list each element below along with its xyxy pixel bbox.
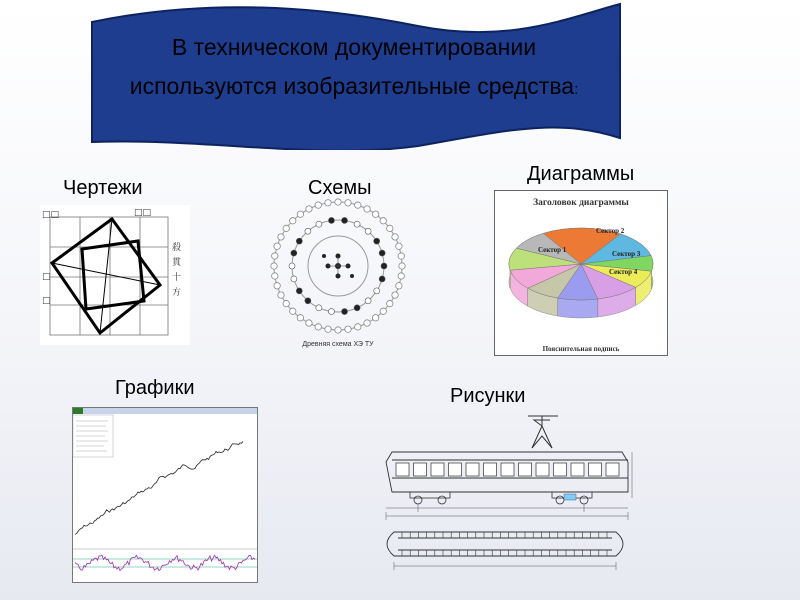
banner-line-1: В техническом документировании [171,34,537,60]
scheme-dot [291,250,297,256]
label-pictures: Рисунки [450,385,526,407]
scheme-dot-outer [364,320,370,326]
tram-window [449,463,462,476]
svg-text:貫: 貫 [172,258,182,268]
pie-label-sector-4: Сектор 4 [609,268,638,276]
scheme-dot [328,309,334,315]
scheme-dot [342,309,348,315]
scheme-dot [305,228,311,234]
svg-text:十: 十 [172,273,182,283]
scheme-dot-outer [372,315,378,321]
scheme-dot-outer [297,315,303,321]
scheme-dot-outer [325,200,331,206]
scheme-dot-outer [398,253,404,259]
scheme-image [258,196,418,352]
scheme-dot-outer [315,324,321,330]
scheme-dot [291,276,297,282]
scheme-dot-outer [396,243,402,249]
pie-title: Заголовок диаграммы [533,198,629,208]
scheme-dot [374,288,380,294]
scheme-dot-outer [278,234,284,240]
scheme-dot-outer [335,199,341,205]
tram-window [501,463,514,476]
scheme-dot [354,305,360,311]
scheme-dot [379,276,385,282]
scheme-dot [374,238,380,244]
svg-text:□: □ [42,296,51,306]
scheme-dot-outer [380,218,386,224]
scheme-dot-outer [399,263,405,269]
label-schemes: Схемы [308,177,372,199]
scheme-dot-outer [283,300,289,306]
scheme-dot-outer [398,273,404,279]
scheme-dot-outer [278,292,284,298]
scheme-dot [296,238,302,244]
scheme-dot [342,217,348,223]
label-drawings: Чертежи [63,177,143,199]
scheme-dot-outer [315,202,321,208]
scheme-dot-outer [387,300,393,306]
pie-label-sector-3: Сектор 3 [612,250,641,258]
scheme-dot-outer [290,218,296,224]
pie-chart-image [494,190,668,356]
tram-window [396,463,409,476]
svg-text:□□: □□ [134,208,152,218]
scheme-dot [296,288,302,294]
scheme-dot-outer [272,273,278,279]
scheme-dot-outer [325,326,331,332]
scheme-dot-outer [306,206,312,212]
scheme-dot-outer [271,263,277,269]
scheme-dot [365,228,371,234]
scheme-dot [379,250,385,256]
scheme-dot [316,221,322,227]
scheme-dot-outer [372,211,378,217]
tram-drawing [382,408,640,588]
scheme-dot [381,263,387,269]
scheme-dot [289,263,295,269]
scheme-dot-outer [392,292,398,298]
scheme-dot [305,298,311,304]
pie-caption: Пояснительная подпись [542,345,620,353]
tram-window [519,463,532,476]
svg-text:□□: □□ [42,210,60,220]
scheme-dot-outer [345,326,351,332]
tram-window [414,463,427,476]
tram-window [571,463,584,476]
scheme-dot [354,221,360,227]
banner-text [88,28,620,109]
scheme-dot-outer [380,308,386,314]
svg-text:殺: 殺 [172,243,182,253]
scheme-dot-outer [355,202,361,208]
pie-label-sector-2: Сектор 2 [596,227,625,235]
drawing-image [40,205,190,345]
scheme-caption: Древняя схема ХЭ ТУ [302,341,374,348]
tram-window [536,463,549,476]
scheme-dot-outer [392,234,398,240]
scheme-dot-outer [345,200,351,206]
scheme-dot-outer [274,283,280,289]
svg-text:方: 方 [172,288,182,298]
scheme-dot [365,298,371,304]
graph-window [72,407,258,583]
label-graphs: Графики [115,377,195,399]
tram-window [484,463,497,476]
label-diagrams: Диаграммы [527,163,635,185]
scheme-dot-outer [283,225,289,231]
scheme-dot [328,217,334,223]
tram-window [606,463,619,476]
pie-label-sector-1: Сектор 1 [538,246,567,254]
tram-window [466,463,479,476]
tram-window [431,463,444,476]
scheme-dot-outer [396,283,402,289]
scheme-dot-outer [274,243,280,249]
scheme-dot-outer [387,225,393,231]
scheme-dot-outer [355,324,361,330]
pie-slice-side [558,298,598,318]
scheme-dot-outer [272,253,278,259]
scheme-dot-outer [306,320,312,326]
scheme-dot-outer [297,211,303,217]
scheme-dot [316,305,322,311]
scheme-dot-outer [290,308,296,314]
tram-window [554,463,567,476]
scheme-dot-outer [364,206,370,212]
tram-window [589,463,602,476]
svg-text:□: □ [42,272,51,282]
banner-line-2: используются изобразительные средства: [129,73,579,99]
scheme-dot-outer [335,327,341,333]
